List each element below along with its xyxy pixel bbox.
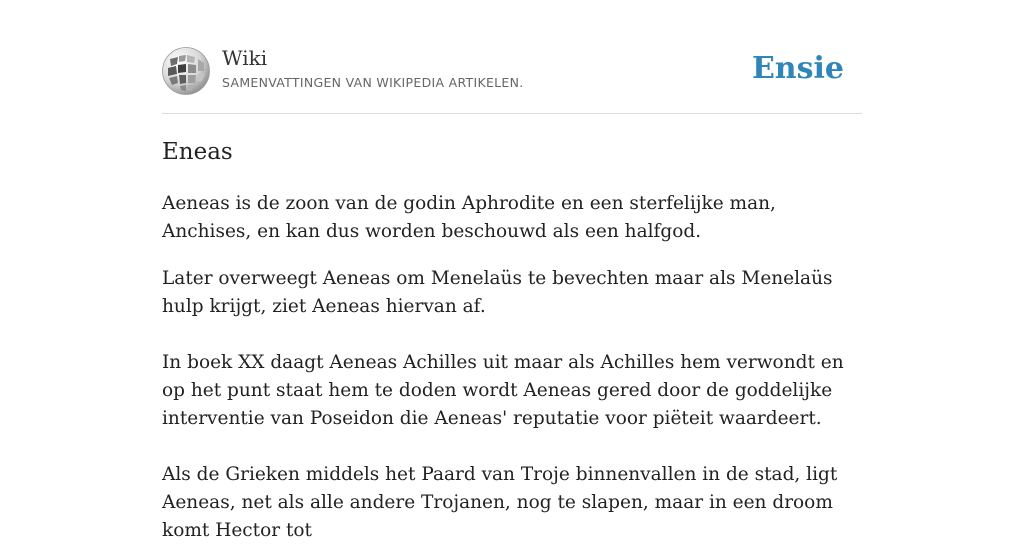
- article-paragraph: In boek XX daagt Aeneas Achilles uit maar als Achilles hem verwondt en op het punt staat hem te doden wordt Aeneas gered door de goddelijke interventie van Poseidon die Aeneas' reputatie voor piëteit waardeert.: [162, 352, 844, 429]
- site-header: [162, 0, 862, 114]
- wikipedia-globe-icon[interactable]: [162, 47, 210, 95]
- site-name[interactable]: Wiki: [222, 46, 268, 70]
- site-tagline: SAMENVATTINGEN VAN WIKIPEDIA ARTIKELEN.: [222, 75, 524, 90]
- article-paragraph: Later overweegt Aeneas om Menelaüs te bevechten maar als Menelaüs hulp krijgt, ziet Aeneas hiervan af.: [162, 268, 833, 317]
- article-title: Eneas: [162, 139, 233, 165]
- article-paragraph: Aeneas is de zoon van de godin Aphrodite en een sterfelijke man, Anchises, en kan dus worden beschouwd als een halfgod.: [162, 193, 776, 242]
- article-paragraph: Als de Grieken middels het Paard van Troje binnenvallen in de stad, ligt Aeneas, net als alle andere Trojanen, nog te slapen, maar in een droom komt Hector tot: [162, 464, 838, 541]
- content-column: [162, 0, 862, 541]
- ensie-brand-link[interactable]: Ensie: [751, 51, 844, 86]
